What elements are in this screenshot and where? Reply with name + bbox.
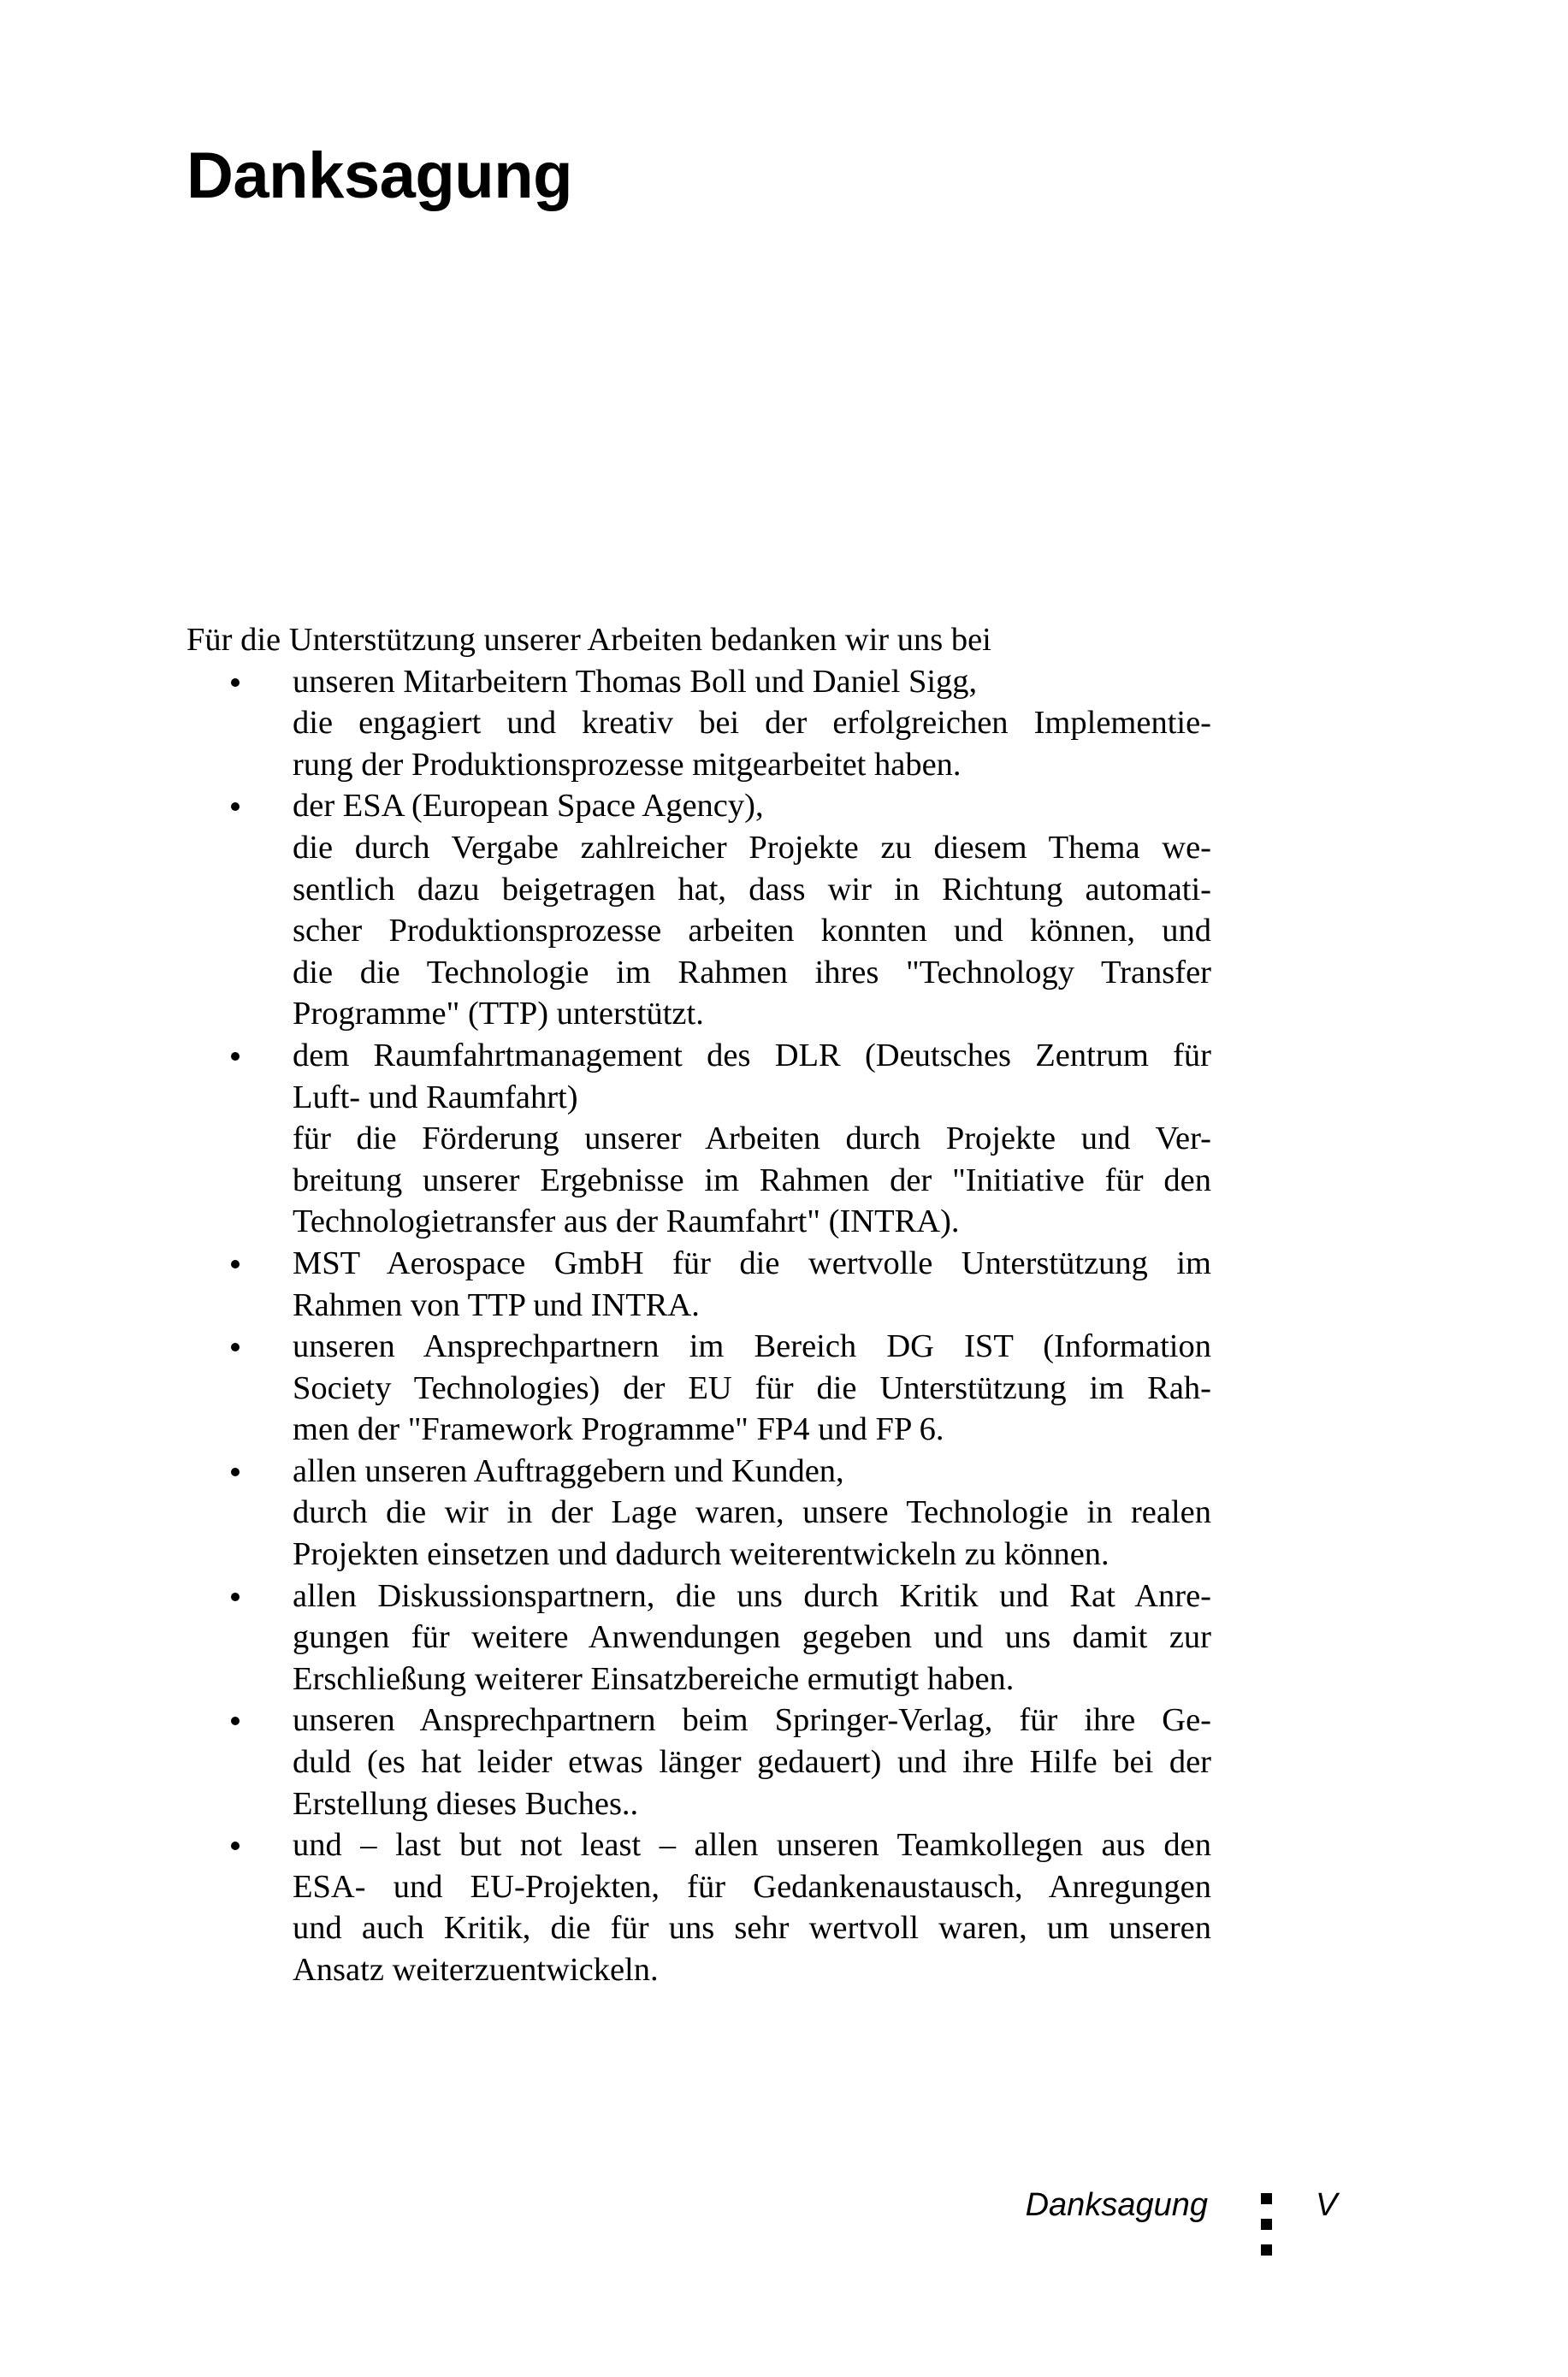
acknowledgement-list bbox=[186, 661, 1211, 1991]
text-line: Rahmen von TTP und INTRA. bbox=[293, 1286, 700, 1323]
text-line: Erschließung weiterer Einsatzbereiche ermutigt haben. bbox=[293, 1660, 1015, 1697]
bullet-icon bbox=[231, 1052, 240, 1061]
text-line: MST Aerospace GmbH für die wertvolle Unterstützung im bbox=[293, 1245, 1211, 1281]
text-line: und auch Kritik, die für uns sehr wertvoll waren, um unseren bbox=[293, 1910, 1211, 1947]
text-line: scher Produktionsprozesse arbeiten konnten und können, und bbox=[293, 913, 1211, 949]
bullet-icon bbox=[231, 1468, 240, 1476]
text-line: die durch Vergabe zahlreicher Projekte zu diesem Thema we- bbox=[293, 829, 1211, 866]
text-line: allen Diskussionspartnern, die uns durch Kritik und Rat Anre- bbox=[293, 1577, 1211, 1614]
list-item bbox=[186, 1700, 1211, 1824]
text-line: Luft- und Raumfahrt) bbox=[293, 1079, 578, 1115]
running-footer-title: Danksagung bbox=[1025, 2187, 1208, 2223]
page-title: Danksagung bbox=[186, 139, 573, 212]
text-line: für die Förderung unserer Arbeiten durch Projekte und Ver- bbox=[293, 1121, 1211, 1157]
list-item bbox=[186, 1243, 1211, 1326]
text-line: Programme" (TTP) unterstützt. bbox=[293, 996, 704, 1032]
text-line: die die Technologie im Rahmen ihres "Technology Transfer bbox=[293, 954, 1211, 990]
text-line: gungen für weitere Anwendungen gegeben und uns damit zur bbox=[293, 1619, 1211, 1656]
text-line: die engagiert und kreativ bei der erfolgreichen Implementie- bbox=[293, 705, 1211, 742]
text-line: dem Raumfahrtmanagement des DLR (Deutsches Zentrum für bbox=[293, 1037, 1211, 1073]
bullet-icon bbox=[231, 678, 240, 687]
text-line: Erstellung dieses Buches.. bbox=[293, 1785, 639, 1822]
text-line: unseren Ansprechpartnern im Bereich DG IST (Information bbox=[293, 1328, 1211, 1365]
text-line: duld (es hat leider etwas länger gedauert) und ihre Hilfe bei der bbox=[293, 1744, 1211, 1781]
acknowledgement-body bbox=[186, 619, 1211, 1991]
text-line: unseren Mitarbeitern Thomas Boll und Daniel Sigg, bbox=[293, 663, 978, 700]
text-line: Technologietransfer aus der Raumfahrt" (INTRA). bbox=[293, 1203, 960, 1240]
square-bullet-icon bbox=[1261, 2244, 1272, 2256]
text-line: Projekten einsetzen und dadurch weiterentwickeln zu können. bbox=[293, 1536, 1109, 1573]
text-line: men der "Framework Programme" FP4 und FP 6. bbox=[293, 1411, 944, 1448]
text-line: unseren Ansprechpartnern beim Springer-Verlag, für ihre Ge- bbox=[293, 1702, 1211, 1739]
list-item bbox=[186, 661, 1211, 786]
bullet-icon bbox=[231, 1842, 240, 1850]
list-item bbox=[186, 1576, 1211, 1700]
text-line: ESA- und EU-Projekten, für Gedankenaustausch, Anregungen bbox=[293, 1868, 1211, 1905]
intro-text: Für die Unterstützung unserer Arbeiten bedanken wir uns bei bbox=[186, 622, 991, 658]
list-item bbox=[186, 785, 1211, 1035]
text-line: rung der Produktionsprozesse mitgearbeitet haben. bbox=[293, 746, 962, 783]
text-line: sentlich dazu beigetragen hat, dass wir in Richtung automati- bbox=[293, 871, 1211, 908]
bullet-icon bbox=[231, 802, 240, 811]
text-line: durch die wir in der Lage waren, unsere Technologie in realen bbox=[293, 1494, 1211, 1531]
bullet-icon bbox=[231, 1343, 240, 1351]
text-line: der ESA (European Space Agency), bbox=[293, 788, 764, 825]
square-bullet-icon bbox=[1261, 2219, 1272, 2230]
list-item bbox=[186, 1035, 1211, 1243]
text-line: Society Technologies) der EU für die Unterstützung im Rah- bbox=[293, 1369, 1211, 1406]
text-line: allen unseren Auftraggebern und Kunden, bbox=[293, 1452, 844, 1489]
list-item bbox=[186, 1326, 1211, 1451]
bullet-icon bbox=[231, 1717, 240, 1725]
text-line: und – last but not least – allen unseren Teamkollegen aus den bbox=[293, 1827, 1211, 1864]
page-number: V bbox=[1316, 2187, 1338, 2223]
text-line: Ansatz weiterzuentwickeln. bbox=[293, 1952, 659, 1988]
square-bullet-icon bbox=[1261, 2193, 1272, 2204]
bullet-icon bbox=[231, 1260, 240, 1268]
list-item bbox=[186, 1824, 1211, 1990]
list-item bbox=[186, 1451, 1211, 1576]
text-line: breitung unserer Ergebnisse im Rahmen der "Initiative für den bbox=[293, 1162, 1211, 1198]
bullet-icon bbox=[231, 1593, 240, 1601]
